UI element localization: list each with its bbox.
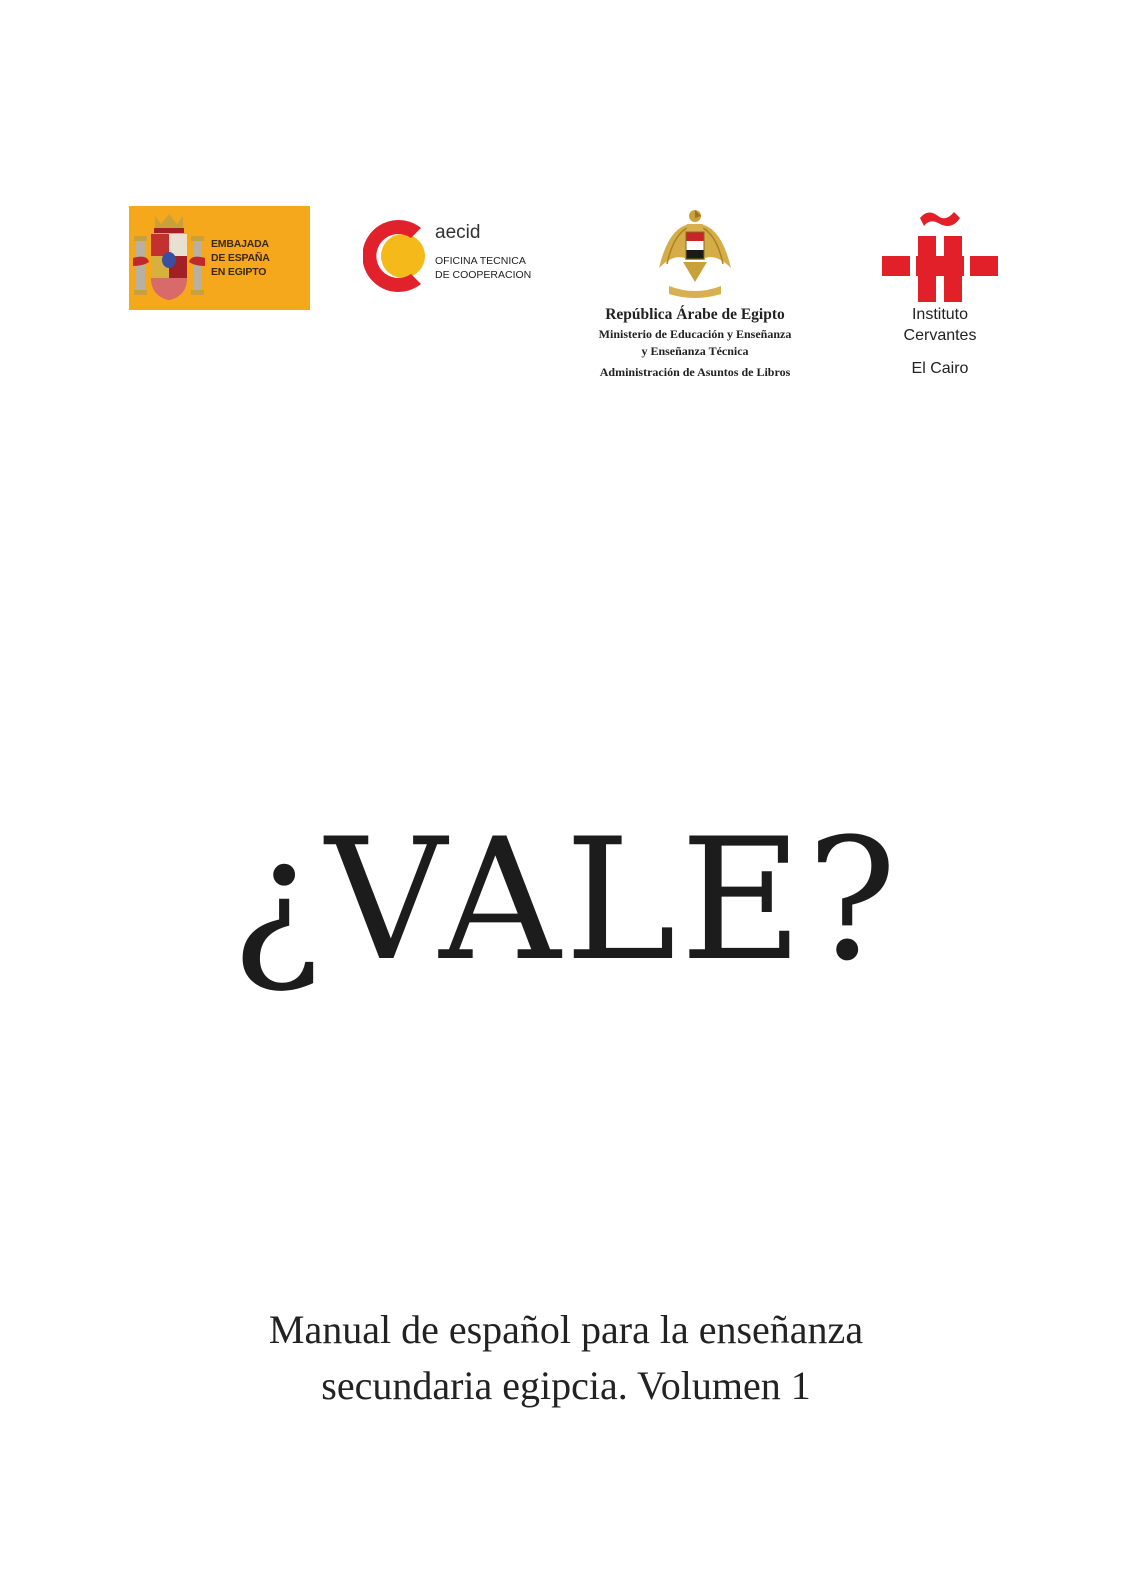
embajada-line-3: EN EGIPTO — [211, 266, 267, 278]
aecid-c-mark-icon — [363, 214, 431, 296]
egypt-line-4: Administración de Asuntos de Libros — [599, 365, 791, 379]
subtitle-line-2: secundaria egipcia. Volumen 1 — [321, 1363, 811, 1408]
aecid-sub-line-1: OFICINA TECNICA — [435, 255, 526, 267]
spanish-coat-of-arms-icon — [133, 210, 205, 306]
cervantes-enye-mark-icon — [880, 206, 1000, 304]
aecid-name: aecid — [435, 222, 481, 243]
book-title: ¿VALE? — [231, 802, 901, 998]
aecid-sub-line-2: DE COOPERACION — [435, 269, 532, 281]
egypt-line-3: y Enseñanza Técnica — [641, 344, 749, 358]
eagle-of-saladin-icon — [655, 206, 735, 302]
book-subtitle — [0, 1302, 1132, 1414]
embajada-espana-logo — [129, 206, 310, 310]
egypt-line-1: República Árabe de Egipto — [605, 306, 785, 323]
cervantes-line-2: Cervantes — [903, 327, 977, 344]
embajada-line-2: DE ESPAÑA — [211, 252, 270, 264]
embajada-line-1: EMBAJADA — [211, 238, 269, 250]
cervantes-line-1: Instituto — [911, 306, 969, 323]
cervantes-line-3: El Cairo — [911, 360, 969, 377]
instituto-cervantes-logo — [870, 206, 1010, 396]
egypt-line-2: Ministerio de Educación y Enseñanza — [598, 327, 792, 341]
subtitle-line-1: Manual de español para la enseñanza — [268, 1307, 864, 1352]
egypt-ministry-logo — [560, 206, 830, 406]
aecid-logo — [363, 210, 533, 302]
